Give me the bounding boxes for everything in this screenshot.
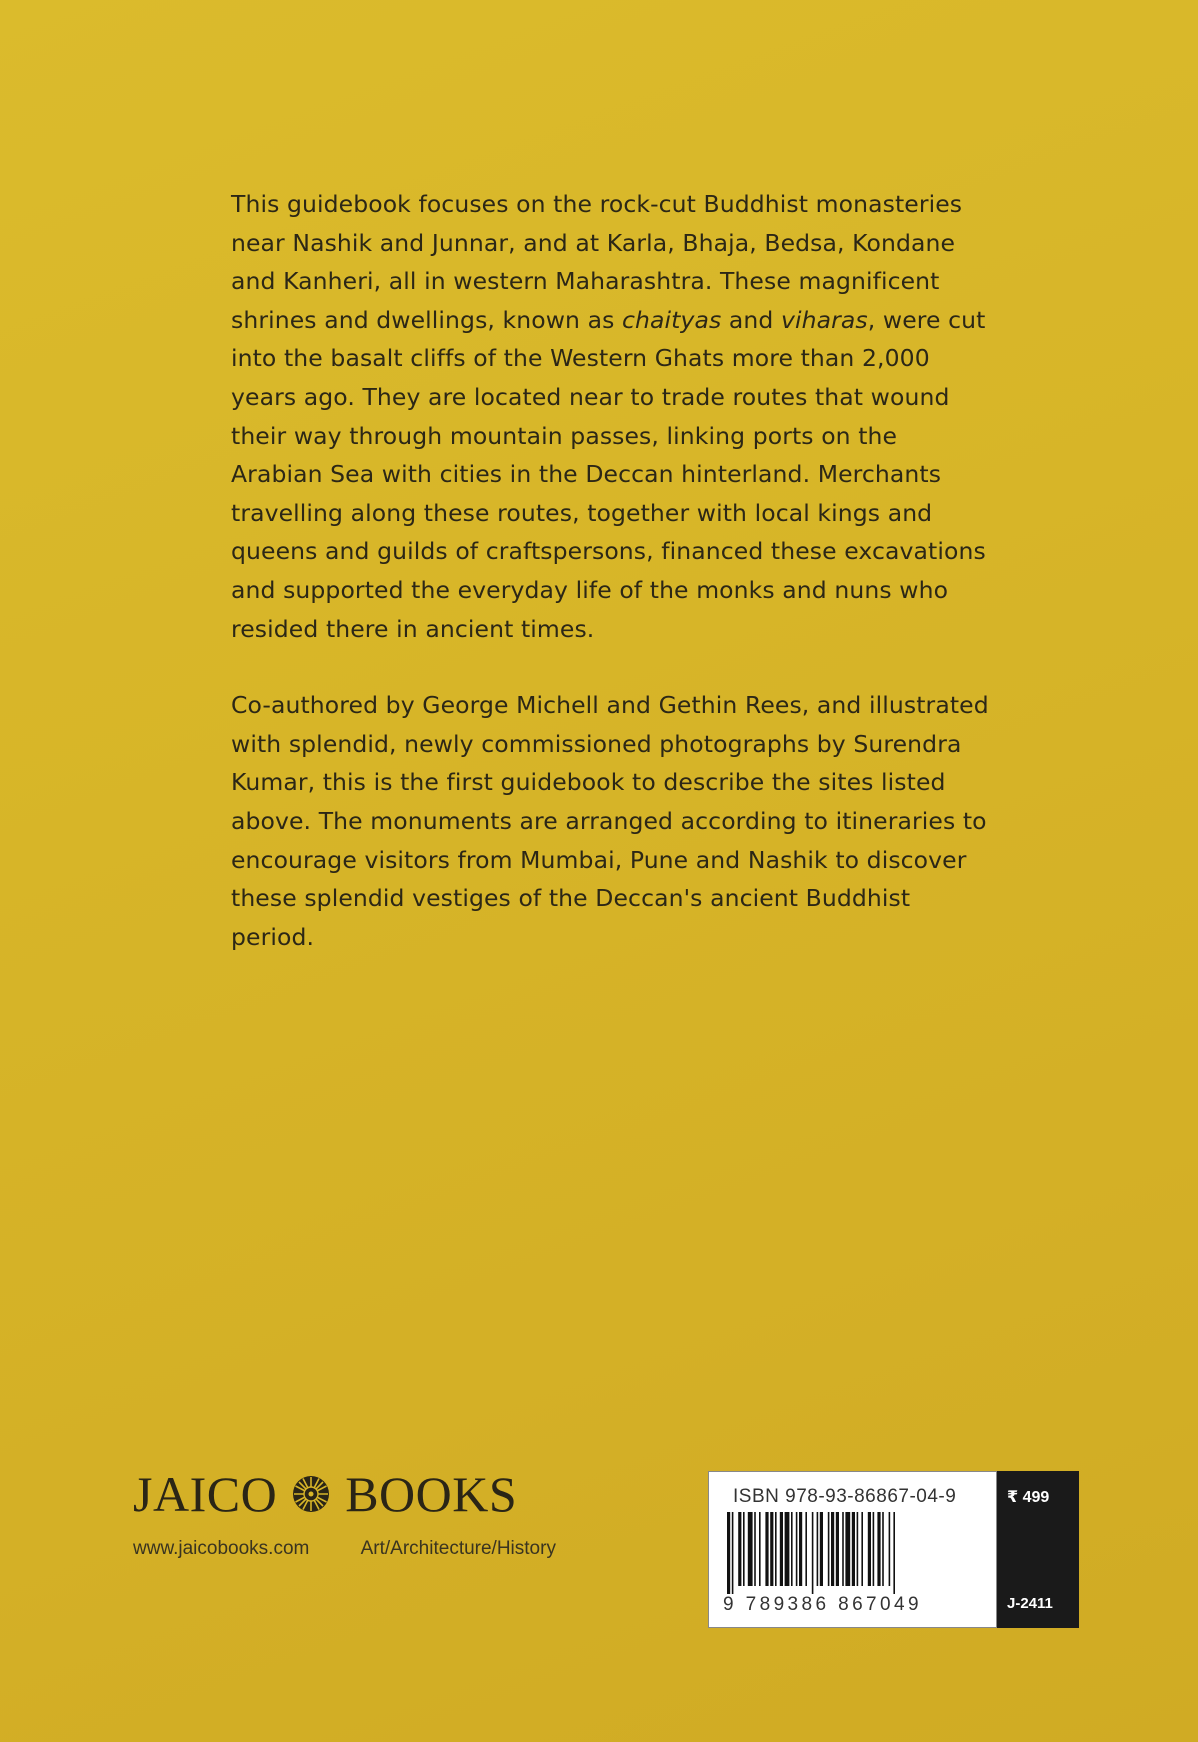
barcode-bar [857,1512,859,1586]
barcode-bar [820,1512,823,1586]
barcode-bar [743,1512,745,1586]
barcode-bar [759,1512,761,1586]
barcode-bar [817,1512,819,1586]
barcode-bar [877,1512,880,1586]
publisher-website: www.jaicobooks.com [133,1538,310,1559]
barcode-bar [812,1512,814,1594]
barcode-bar [765,1512,768,1586]
barcode-bar [775,1512,777,1586]
barcode-bar [836,1512,839,1586]
book-category: Art/Architecture/History [360,1538,556,1559]
barcode-bar [732,1512,734,1594]
barcode-bar [873,1512,875,1586]
barcode-bar [845,1512,850,1586]
barcode-bar [842,1512,844,1586]
publisher-logo [133,1465,517,1523]
publisher-name-right: BOOKS [345,1466,518,1522]
barcode-bar [738,1512,741,1586]
barcode-bar [882,1512,884,1586]
barcode-bar [889,1512,891,1586]
blurb-paragraph-1 [231,185,991,648]
publisher-meta [133,1538,556,1560]
blurb-text: and [721,305,781,334]
price-box [997,1471,1079,1628]
barcode-bar [791,1512,793,1586]
barcode-bar [805,1512,807,1586]
blurb-text: , were cut into the basalt cliffs of the Western Ghats more than 2,000 years ago. They are located near to trade routes that wound their way through mountain passes, linking ports on the Arabian Sea with cities in the Deccan hinterland. Merchants travelling along these routes, together with local kings and queens and guilds of craftspersons, financed these excavations and supported the everyday life of the monks and nuns who resided there in ancient times. [231,305,986,643]
barcode-bars [723,1512,985,1594]
publisher-code: J-2411 [1007,1595,1053,1612]
barcode-bar [780,1512,783,1586]
back-cover-blurb [231,185,991,994]
sun-wheel-icon [291,1474,331,1514]
blurb-paragraph-2: Co-authored by George Michell and Gethin Rees, and illustrated with splendid, newly commissioned photographs by Surendra Kumar, this is the first guidebook to describe the sites listed above. The monuments are arranged according to itineraries to encourage visitors from Mumbai, Pune and Nashik to discover these splendid vestiges of the Deccan's ancient Buddhist period. [231,691,989,951]
isbn-barcode [708,1471,997,1628]
barcode-bar [727,1512,730,1594]
barcode-bar [748,1512,753,1586]
term-viharas: viharas [781,305,868,334]
barcode-digits: 9 789386 867049 [723,1594,922,1615]
publisher-name-left: JAICO [133,1466,278,1522]
barcode-bar [852,1512,855,1586]
term-chaityas: chaityas [622,305,722,334]
barcode-bar [770,1512,773,1586]
isbn-label: ISBN 978-93-86867-04-9 [733,1486,957,1507]
barcode-bar [828,1512,830,1586]
price: ₹ 499 [1007,1489,1050,1506]
barcode-bar [831,1512,834,1586]
blurb-text: This guidebook focuses on the rock-cut Buddhist monasteries near Nashik and Junnar, and at Karla, Bhaja, Bedsa, Kondane and Kanheri, all in western Maharashtra. These magnificent shrines and dwellings, known as [231,190,963,334]
barcode-bar [785,1512,790,1586]
barcode-bar [796,1512,798,1586]
barcode-bar [893,1512,895,1594]
barcode-bar [754,1512,756,1586]
barcode-bar [799,1512,802,1586]
barcode-bar [861,1512,863,1586]
barcode-bar [868,1512,871,1586]
